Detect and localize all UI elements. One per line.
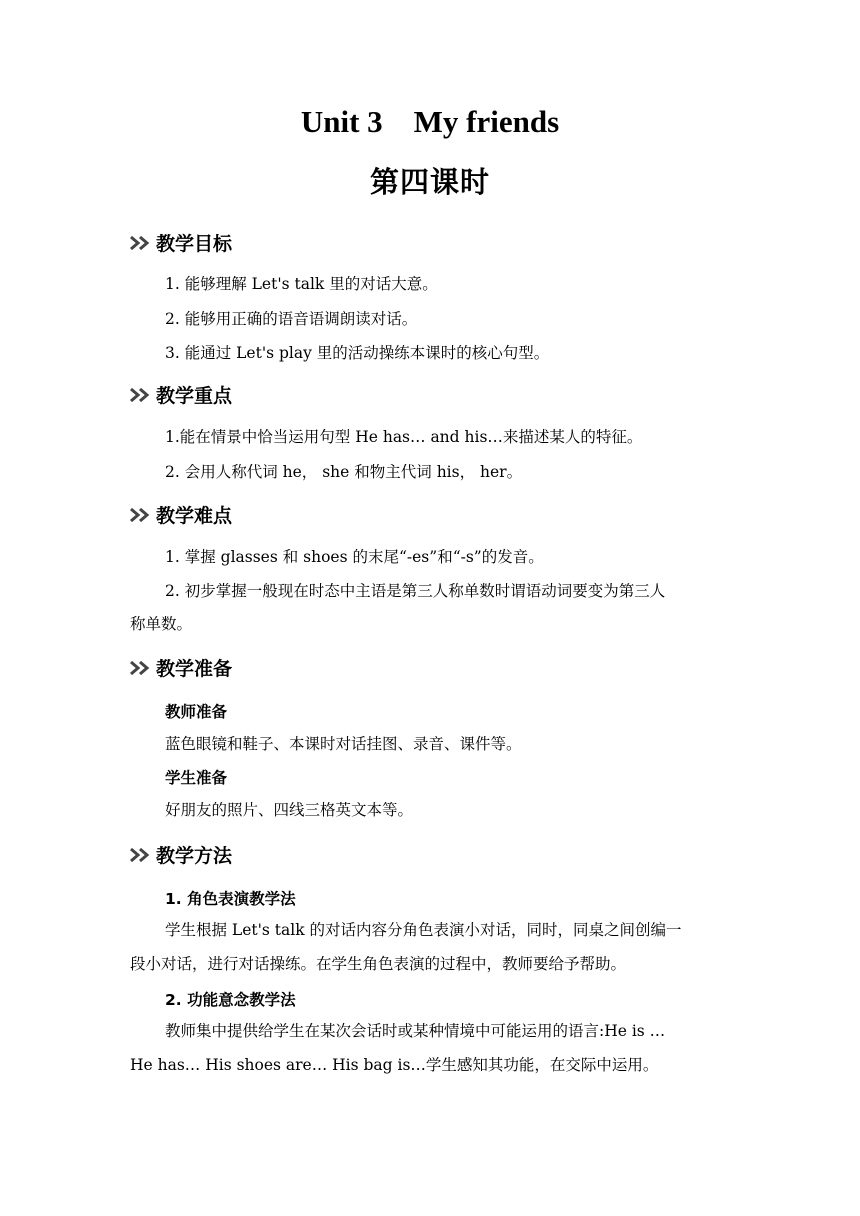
section-heading-methods	[130, 841, 232, 868]
section-heading-key-points	[130, 381, 232, 408]
double-chevron-icon	[130, 661, 154, 675]
double-chevron-icon	[130, 508, 154, 522]
section-heading-difficulties	[130, 501, 232, 528]
section-title: 教学方法	[156, 845, 233, 867]
method-2-line-2: He has… His shoes are… His bag is…学生感知其功能，在交际中运用。	[130, 1056, 659, 1074]
teacher-prep-text: 蓝色眼镜和鞋子、本课时对话挂图、录音、课件等。	[165, 735, 522, 753]
double-chevron-icon	[130, 848, 154, 862]
goal-item-3: 3. 能通过 Let's play 里的活动操练本课时的核心句型。	[165, 344, 550, 362]
section-heading-preparation	[130, 654, 232, 681]
method-2-line-1: 教师集中提供给学生在某次会话时或某种情境中可能运用的语言:He is …	[165, 1022, 666, 1040]
double-chevron-icon	[130, 236, 154, 250]
section-heading-goals	[130, 229, 232, 256]
double-chevron-icon	[130, 388, 154, 402]
difficulty-item-2-line-2: 称单数。	[130, 615, 193, 633]
student-prep-label: 学生准备	[165, 769, 228, 787]
section-title: 教学准备	[156, 658, 233, 680]
difficulty-item-1: 1. 掌握 glasses 和 shoes 的末尾“-es”和“-s”的发音。	[165, 548, 544, 566]
method-1-line-2: 段小对话，进行对话操练。在学生角色表演的过程中，教师要给予帮助。	[130, 955, 627, 973]
difficulty-item-2-line-1: 2. 初步掌握一般现在时态中主语是第三人称单数时谓语动词要变为第三人	[165, 582, 666, 600]
teacher-prep-label: 教师准备	[165, 703, 228, 721]
unit-title: Unit 3 My friends	[300, 104, 560, 139]
section-title: 教学目标	[156, 233, 233, 255]
key-point-item-2: 2. 会用人称代词 he， she 和物主代词 his， her。	[165, 463, 523, 481]
student-prep-text: 好朋友的照片、四线三格英文本等。	[165, 801, 414, 819]
goal-item-1: 1. 能够理解 Let's talk 里的对话大意。	[165, 275, 438, 293]
method-1-line-1: 学生根据 Let's talk 的对话内容分角色表演小对话，同时，同桌之间创编一	[165, 921, 682, 939]
method-1-label: 1. 角色表演教学法	[165, 890, 296, 908]
goal-item-2: 2. 能够用正确的语音语调朗读对话。	[165, 310, 418, 328]
key-point-item-1: 1.能在情景中恰当运用句型 He has… and his…来描述某人的特征。	[165, 428, 643, 446]
section-title: 教学重点	[156, 385, 233, 407]
section-title: 教学难点	[156, 505, 233, 527]
lesson-title: 第四课时	[369, 165, 490, 199]
method-2-label: 2. 功能意念教学法	[165, 991, 296, 1009]
